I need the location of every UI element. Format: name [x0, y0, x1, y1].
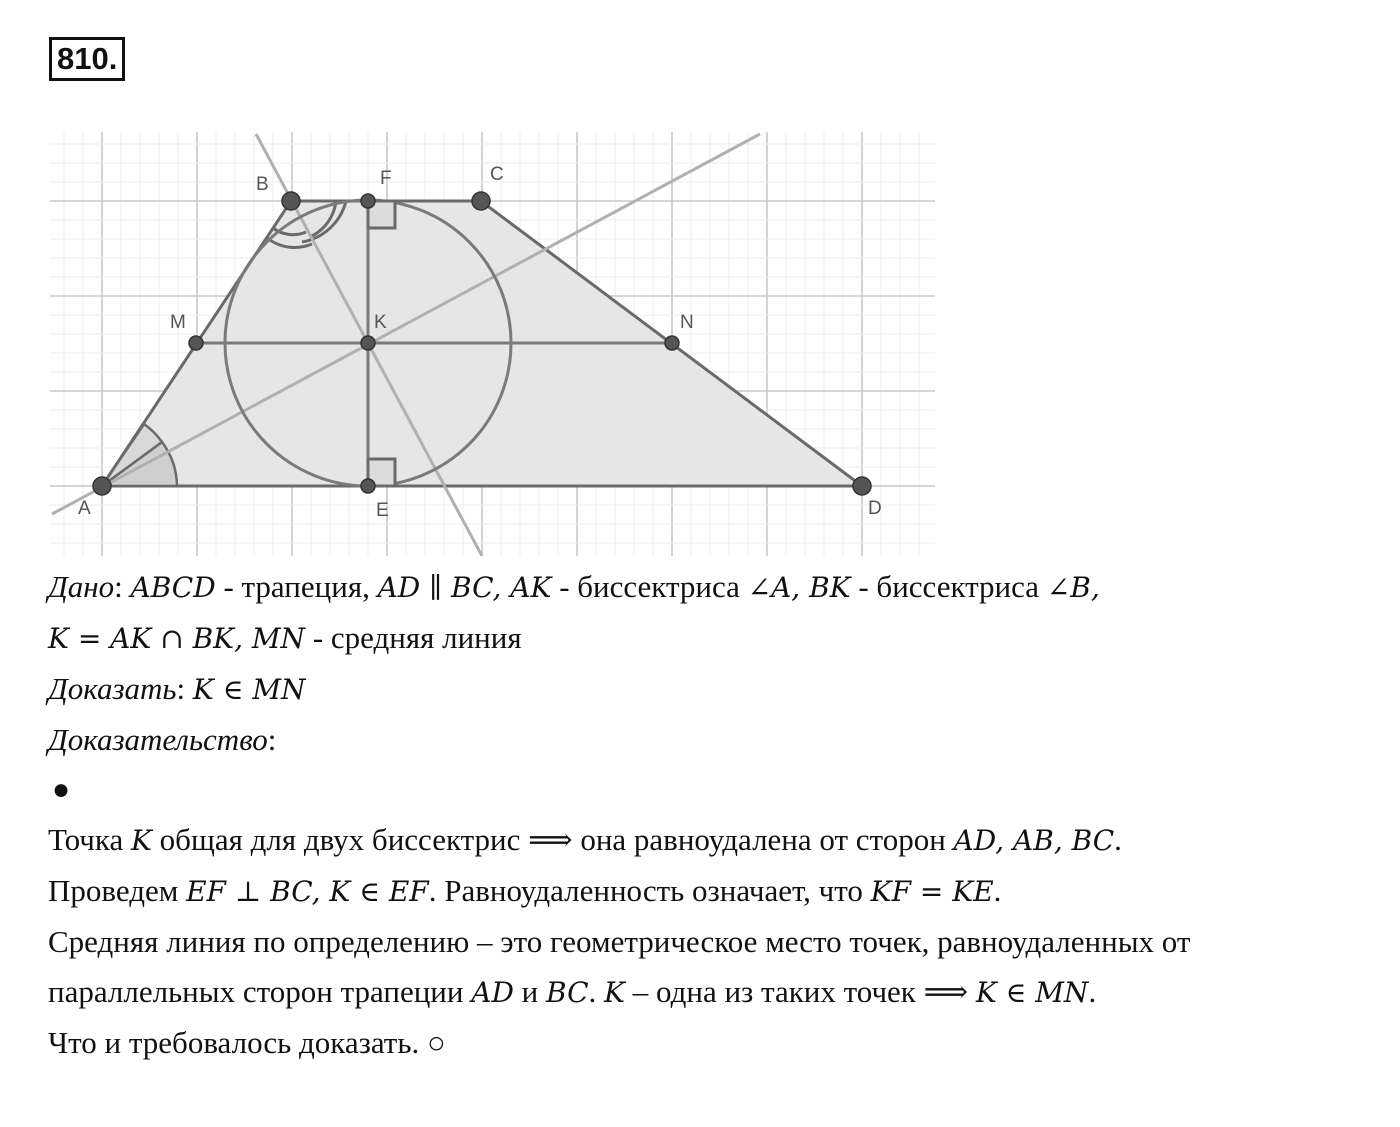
math: AD, AB, BC [953, 824, 1115, 857]
math: EF ⊥ BC, K ∈ EF [186, 875, 429, 908]
given-line-2 [48, 613, 1378, 664]
math: AD [471, 976, 514, 1009]
text: . Равноудаленность означает, что [428, 873, 871, 908]
text: – одна из таких точек ⟹ [624, 974, 976, 1009]
math: K [131, 824, 152, 857]
text: общая для двух биссектрис ⟹ она равноудалена от сторон [151, 822, 954, 857]
text: Точка [48, 822, 131, 857]
body-line-5 [48, 1018, 1378, 1068]
label-C: C [490, 164, 504, 185]
math: K = AK ∩ BK, MN [48, 622, 306, 655]
point-F [361, 194, 375, 208]
point-K [361, 336, 375, 350]
text: Что и требовалось доказать. ○ [48, 1025, 446, 1060]
body-line-2 [48, 866, 1378, 917]
math: K [604, 976, 625, 1009]
point-A [93, 477, 111, 495]
proof-label: Доказательство [48, 722, 268, 757]
given-line-1: Дано: ABCD - трапеция, AD ∥ BC, AK - биссектриса ∠A, BK - биссектриса ∠B, [48, 569, 1100, 604]
math: KF = KE [870, 875, 994, 908]
label-B: B [256, 174, 269, 195]
prove-label: Доказать [48, 671, 177, 706]
math: BC [546, 976, 589, 1009]
text: . [588, 974, 605, 1009]
math: AD ∥ BC, AK [377, 571, 552, 604]
text: . [993, 873, 1002, 908]
text: . [1114, 822, 1122, 857]
given-label: Дано [48, 569, 115, 604]
math: ∠A, BK [747, 571, 851, 604]
label-F: F [380, 168, 392, 189]
text: Проведем [48, 873, 187, 908]
math: K ∈ MN [975, 976, 1089, 1009]
text: - биссектриса [850, 569, 1047, 604]
proof-line: Доказательство: [48, 722, 277, 757]
text: - трапеция, [215, 569, 378, 604]
point-M [189, 336, 203, 350]
label-A: A [78, 498, 91, 519]
text: и [513, 974, 547, 1009]
body-line-1 [48, 815, 1378, 866]
point-D [853, 477, 871, 495]
label-K: K [374, 312, 387, 333]
label-E: E [376, 500, 389, 521]
label-D: D [868, 498, 882, 519]
body-line-3 [48, 917, 1378, 967]
prove-line: Доказать: K ∈ MN [48, 671, 306, 706]
math: ABCD [130, 571, 216, 604]
bullet: ● [52, 773, 71, 806]
math: ∠B, [1046, 571, 1100, 604]
label-M: M [170, 312, 186, 333]
point-B [282, 192, 300, 210]
solution-text [48, 562, 1378, 1068]
math: K ∈ MN [192, 673, 306, 706]
body-line-4 [48, 967, 1378, 1018]
text: Средняя линия по определению – это геометрическое место точек, равноудаленных от [48, 924, 1191, 959]
text: параллельных сторон трапеции [48, 974, 472, 1009]
point-N [665, 336, 679, 350]
text: . [1088, 974, 1097, 1009]
text: - средняя линия [305, 620, 522, 655]
text: - биссектриса [551, 569, 748, 604]
point-C [472, 192, 490, 210]
label-N: N [680, 312, 694, 333]
trapezoid-figure [50, 132, 940, 556]
point-E [361, 479, 375, 493]
problem-number: 810. [49, 37, 125, 81]
